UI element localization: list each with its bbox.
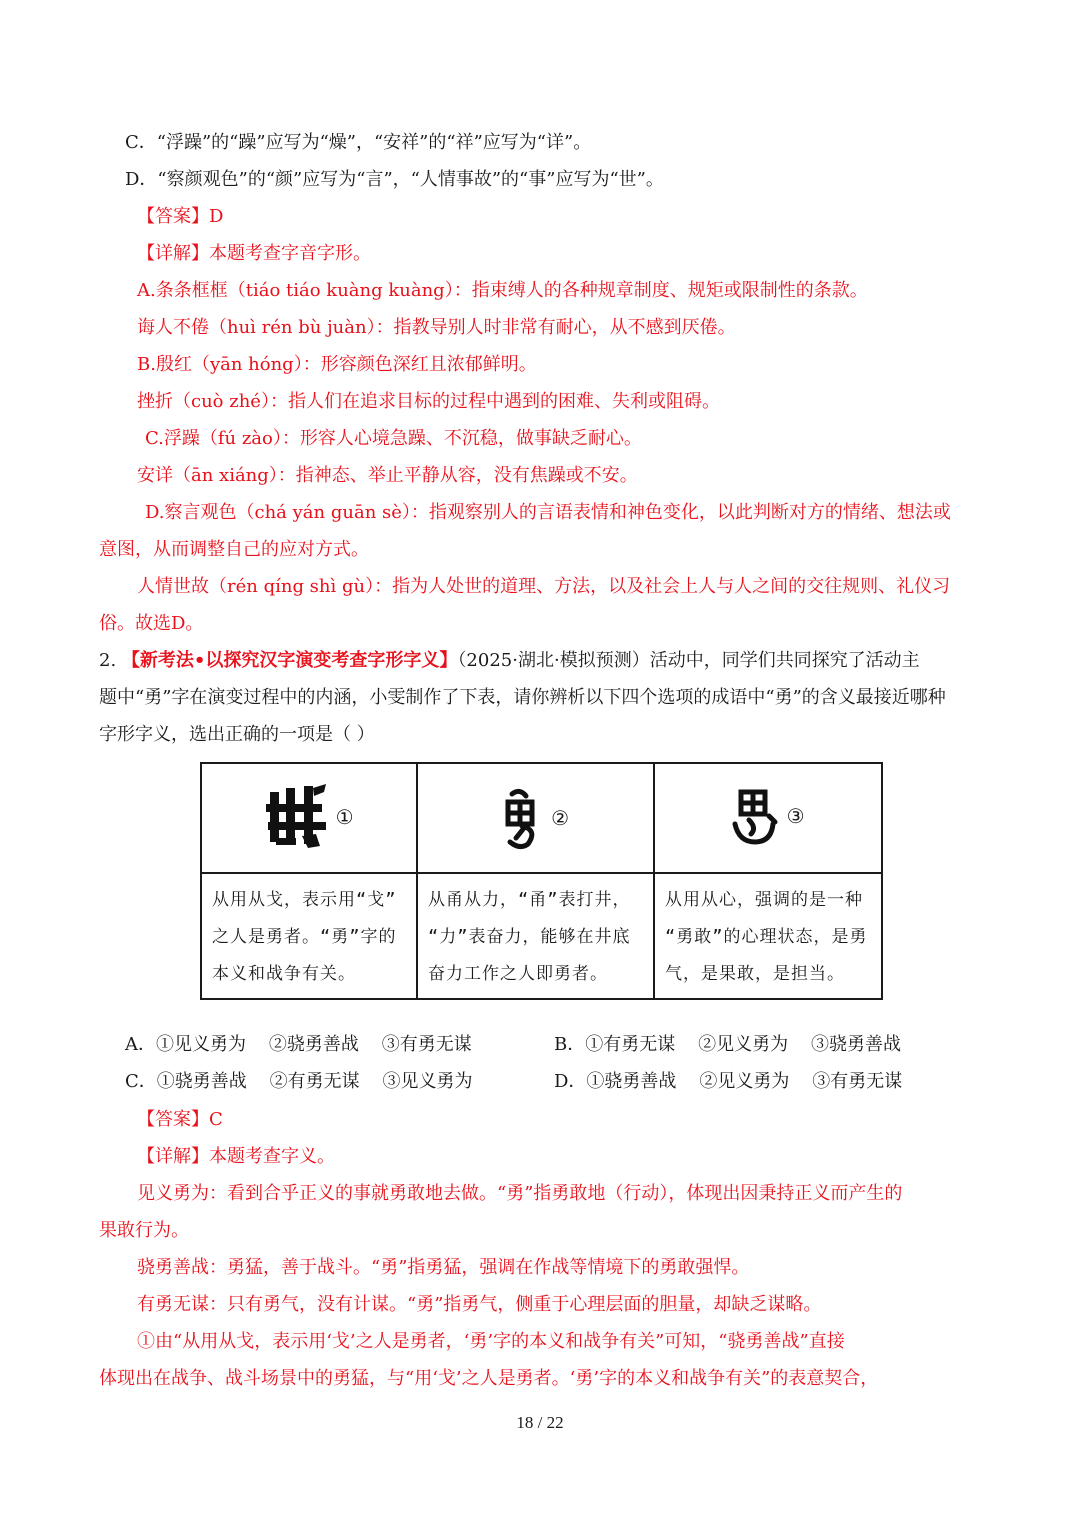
note-line: D.察言观色（chá yán guān sè）：指观察别人的言语表情和神色变化，以此判断对方的情绪、想法或 [145, 502, 951, 523]
option-c: C．①骁勇善战 ②有勇无谋 ③见义勇为 [125, 1071, 473, 1092]
description-cell-2 [417, 873, 654, 999]
question-2-stem [99, 649, 920, 673]
option-c: C．“浮躁”的“躁”应写为“燥”，“安祥”的“祥”应写为“详”。 [125, 132, 592, 153]
note-line: 有勇无谋：只有勇气，没有计谋。“勇”指勇气，侧重于心理层面的胆量，却缺乏谋略。 [137, 1294, 822, 1315]
note-line: A.条条框框（tiáo tiáo kuàng kuàng）：指束缚人的各种规章制度、规矩或限制性的条款。 [137, 280, 868, 301]
note-line: 俗。故选D。 [99, 613, 204, 634]
note-line: 见义勇为：看到合乎正义的事就勇敢地去做。“勇”指勇敢地（行动），体现出因秉持正义而产生的 [137, 1183, 903, 1204]
description-line: “勇敢”的心理状态，是勇 [665, 927, 868, 947]
description-line: 之人是勇者。“勇”字的 [212, 927, 397, 947]
glyph-table [200, 762, 883, 1000]
oracle-yong-glyph-icon [264, 784, 328, 850]
glyph-number: ① [335, 805, 354, 829]
description-line: 从用从戈，表示用“戈” [212, 890, 397, 910]
glyph-number: ③ [786, 804, 805, 828]
question-tag: 【新考法•以探究汉字演变考查字形字义】 [121, 650, 458, 671]
note-line: ①由“从用从戈，表示用‘戈’之人是勇者，‘勇’字的本义和战争有关”可知，“骁勇善战”直接 [137, 1331, 845, 1352]
question-text: 题中“勇”字在演变过程中的内涵，小雯制作了下表，请你辨析以下四个选项的成语中“勇”的含义最接近哪种 [99, 687, 946, 708]
option-d: D．①骁勇善战 ②见义勇为 ③有勇无谋 [554, 1071, 903, 1092]
question-text: 字形字义，选出正确的一项是（ ） [99, 724, 375, 745]
seal-yong-glyph-icon [731, 784, 779, 848]
description-cell-3 [654, 873, 882, 999]
note-line: B.殷红（yān hóng）：形容颜色深红且浓郁鲜明。 [137, 354, 537, 375]
note-line: C.浮躁（fú zào）：形容人心境急躁、不沉稳，做事缺乏耐心。 [145, 428, 642, 449]
analysis-title: 【详解】本题考查字音字形。 [137, 243, 371, 264]
note-line: 诲人不倦（huì rén bù juàn）：指教导别人时非常有耐心，从不感到厌倦。 [137, 317, 736, 338]
option-b: B．①有勇无谋 ②见义勇为 ③骁勇善战 [554, 1034, 901, 1055]
glyph-cell-2 [417, 763, 654, 873]
description-line: 从甬从力，“甬”表打井， [428, 890, 631, 910]
note-line: 人情世故（rén qíng shì gù）：指为人处世的道理、方法，以及社会上人与人之间的交往规则、礼仪习 [137, 576, 951, 597]
answer-label: 【答案】C [137, 1109, 223, 1130]
description-line: 本义和战争有关。 [212, 964, 356, 984]
description-line: 奋力工作之人即勇者。 [428, 964, 608, 984]
question-text: （2025·湖北·模拟预测）活动中，同学们共同探究了活动主 [457, 650, 920, 671]
description-line: 气，是果敢，是担当。 [665, 964, 845, 984]
description-line: “力”表奋力，能够在井底 [428, 927, 631, 947]
note-line: 挫折（cuò zhé）：指人们在追求目标的过程中遇到的困难、失利或阻碍。 [137, 391, 720, 412]
note-line: 骁勇善战：勇猛，善于战斗。“勇”指勇猛，强调在作战等情境下的勇敢强悍。 [137, 1257, 750, 1278]
option-a: A．①见义勇为 ②骁勇善战 ③有勇无谋 [125, 1034, 472, 1055]
description-cell-1 [201, 873, 417, 999]
glyph-number: ② [551, 806, 570, 830]
glyph-cell-3 [654, 763, 882, 873]
note-line: 安详（ān xiáng）：指神态、举止平静从容，没有焦躁或不安。 [137, 465, 638, 486]
description-line: 从用从心，强调的是一种 [665, 890, 863, 910]
note-line: 体现出在战争、战斗场景中的勇猛，与“用‘戈’之人是勇者。‘勇’字的本义和战争有关”的表意契合， [99, 1368, 879, 1389]
note-line: 意图，从而调整自己的应对方式。 [99, 539, 369, 560]
option-d: D．“察颜观色”的“颜”应写为“言”，“人情事故”的“事”应写为“世”。 [125, 169, 664, 190]
analysis-title: 【详解】本题考查字义。 [137, 1146, 335, 1167]
question-number: 2. [99, 650, 117, 671]
answer-label: 【答案】D [137, 206, 224, 227]
note-line: 果敢行为。 [99, 1220, 189, 1241]
bronze-yong-glyph-icon [502, 784, 544, 852]
page-number: 18 / 22 [516, 1413, 564, 1432]
glyph-cell-1 [201, 763, 417, 873]
